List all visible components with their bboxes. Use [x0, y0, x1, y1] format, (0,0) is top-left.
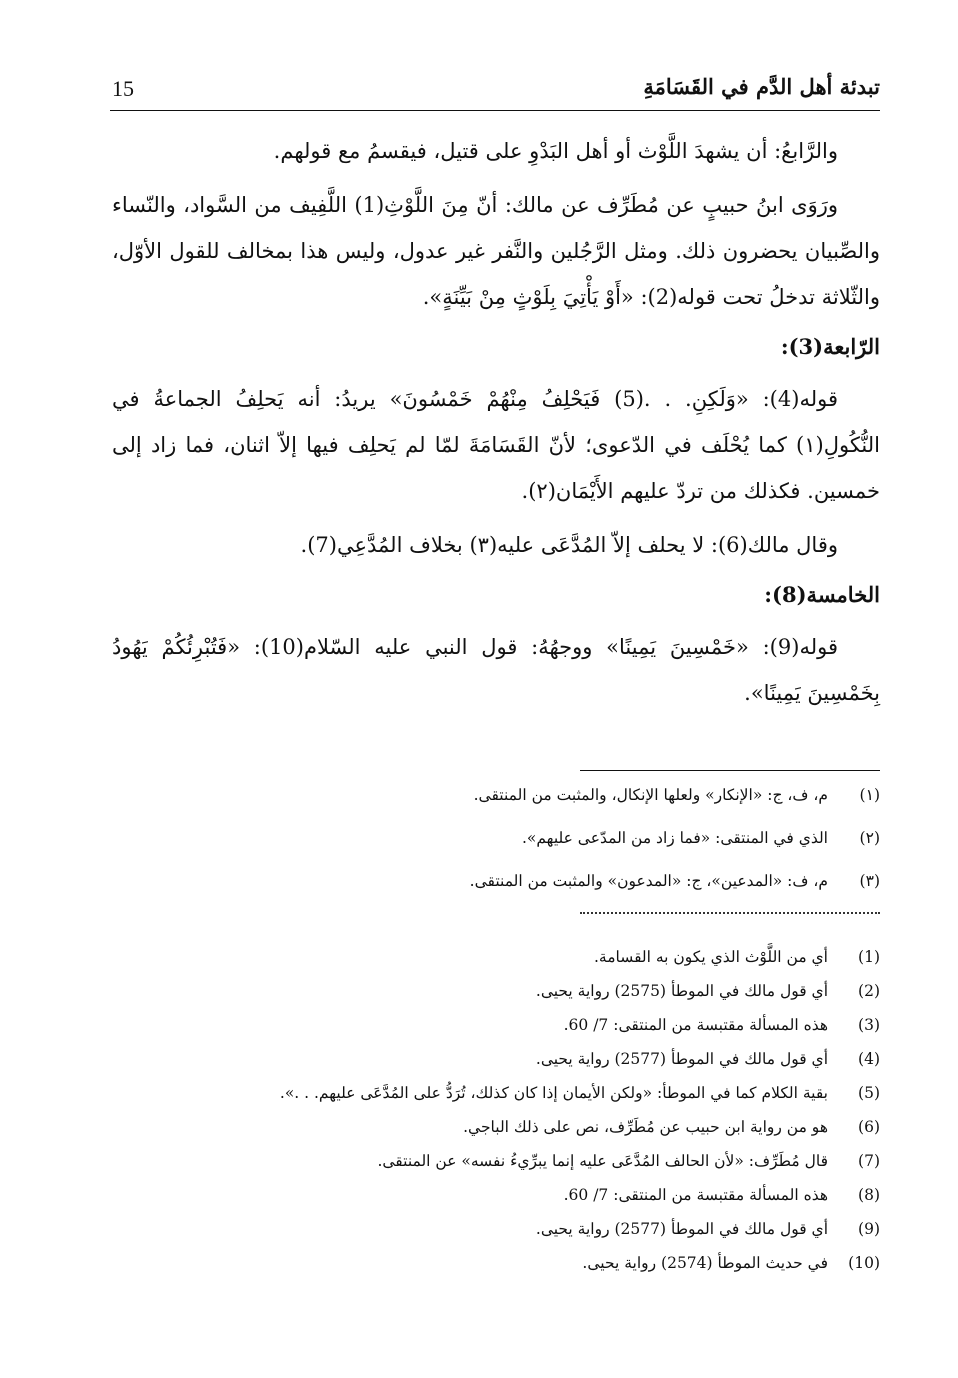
main-text [112, 128, 880, 724]
footnote-text: هذه المسألة مقتبسة من المنتقى: 7/ 60. [563, 1186, 828, 1204]
footnote [140, 1220, 880, 1254]
footnote-number: (3) [858, 1016, 880, 1034]
note-text: م، ف، ج: «الإنكار» ولعلها الإنكال، والمثبت من المنتقى. [473, 786, 828, 804]
footnote-text: بقية الكلام كما في الموطأ: «ولكن الأيمان إذا كان كذلك، تُرَدُّ على المُدَّعَى عليهم. . .». [279, 1084, 828, 1102]
paragraph: والرَّابعُ: أن يشهدَ اللَّوْث أو أهل البَدْوِ على قتيل، فيقسمُ مع قولهم. [273, 139, 838, 163]
footnote-text: هو من رواية ابن حبيب عن مُطَرِّف، نص على ذلك الباجي. [463, 1118, 828, 1136]
footnote-separator [580, 770, 880, 771]
footnote [140, 1084, 880, 1118]
footnote-number: (6) [858, 1118, 880, 1136]
footnote-number: (2) [858, 982, 880, 1000]
footnote-text: أي قول مالك في الموطأ (2577) رواية يحيى. [535, 1220, 828, 1238]
footnote-text: أي قول مالك في الموطأ (2575) رواية يحيى. [535, 982, 828, 1000]
variant-note [140, 829, 880, 872]
variant-notes [140, 786, 880, 915]
note-number: (٣) [859, 872, 880, 890]
section-heading: الخامسة(8): [764, 582, 880, 607]
note-number: (٢) [859, 829, 880, 847]
footnote [140, 1254, 880, 1288]
footnote-number: (7) [858, 1152, 880, 1170]
footnote-number: (9) [858, 1220, 880, 1238]
footnote-text: في حديث الموطأ (2574) رواية يحيى. [582, 1254, 828, 1272]
note-text: م، ف: «المدعين»، ج: «المدعون» والمثبت من المنتقى. [469, 872, 828, 890]
footnote-text: أي من اللَّوْث الذي يكون به القسامة. [593, 948, 828, 966]
dotted-separator [580, 912, 880, 914]
footnote-number: (5) [858, 1084, 880, 1102]
footnote [140, 982, 880, 1016]
page-number: 15 [112, 76, 134, 101]
footnote [140, 1118, 880, 1152]
variant-note [140, 872, 880, 915]
footnote-text: هذه المسألة مقتبسة من المنتقى: 7/ 60. [563, 1016, 828, 1034]
footnote [140, 1186, 880, 1220]
footnote-number: (8) [858, 1186, 880, 1204]
section-heading: الرّابعة(3): [780, 334, 880, 359]
footnote [140, 1152, 880, 1186]
paragraph: وقال مالك(6): لا يحلف إلاّ المُدَّعَى عليه(٣) بخلاف المُدَّعِي(7). [300, 533, 838, 557]
footnote [140, 1050, 880, 1084]
paragraph: ورَوَى ابنُ حبيبٍ عن مُطَرِّف عن مالك: أنّ مِنَ اللَّوْثِ(1) اللَّفِيف من السَّواد، والنّساء والصِّبيان يحضرون ذلك. ومثل الرَّجُلين والنَّفر غير عدول، وليس هذا بمخالف للقول الأوّل، والثّلاثة تدخلُ تحت قوله(2): «أَوْ يَأْتِيَ بِلَوْثٍ مِنْ بَيِّنَةٍ». [112, 193, 880, 309]
footnote [140, 948, 880, 982]
footnote [140, 1016, 880, 1050]
footnote-number: (10) [848, 1254, 880, 1272]
paragraph: قوله(4): «وَلَكِنِ. . .(5) فَيَحْلِفُ مِنْهُمْ خَمْسُونَ» يريدُ: أنه يَحلِفُ الجماعةُ في النُّكُولِ(١) كما يُحْلَف في الدّعوى؛ لأنّ القَسَامَةَ لمّا لم يَحلِف فيها إلاّ اثنان، فما زاد إلى خمسين. فكذلك من تردّ عليهم الأَيْمَان(٢). [112, 387, 880, 503]
variant-note [140, 786, 880, 829]
footnotes [140, 948, 880, 1288]
footnote-number: (4) [858, 1050, 880, 1068]
page-header [110, 72, 880, 111]
note-number: (١) [859, 786, 880, 804]
paragraph: قوله(9): «خَمْسِينَ يَمِينًا» ووجهُهُ: قول النبي عليه السّلام(10): «فَتُبْرِئُكُمْ يَهُودُ بِخَمْسِينَ يَمِينًا». [112, 635, 880, 705]
running-title: تبدئة أهل الدَّم في القَسَامَةِ [643, 74, 880, 99]
footnote-text: أي قول مالك في الموطأ (2577) رواية يحيى. [535, 1050, 828, 1068]
footnote-number: (1) [858, 948, 880, 966]
footnote-text: قال مُطَرِّف: «لأن الحالف المُدَّعَى عليه إنما يبرِّيءُ نفسه» عن المنتقى. [377, 1152, 828, 1170]
note-text: الذي في المنتقى: «فما زاد من المدّعى عليهم». [521, 829, 828, 847]
